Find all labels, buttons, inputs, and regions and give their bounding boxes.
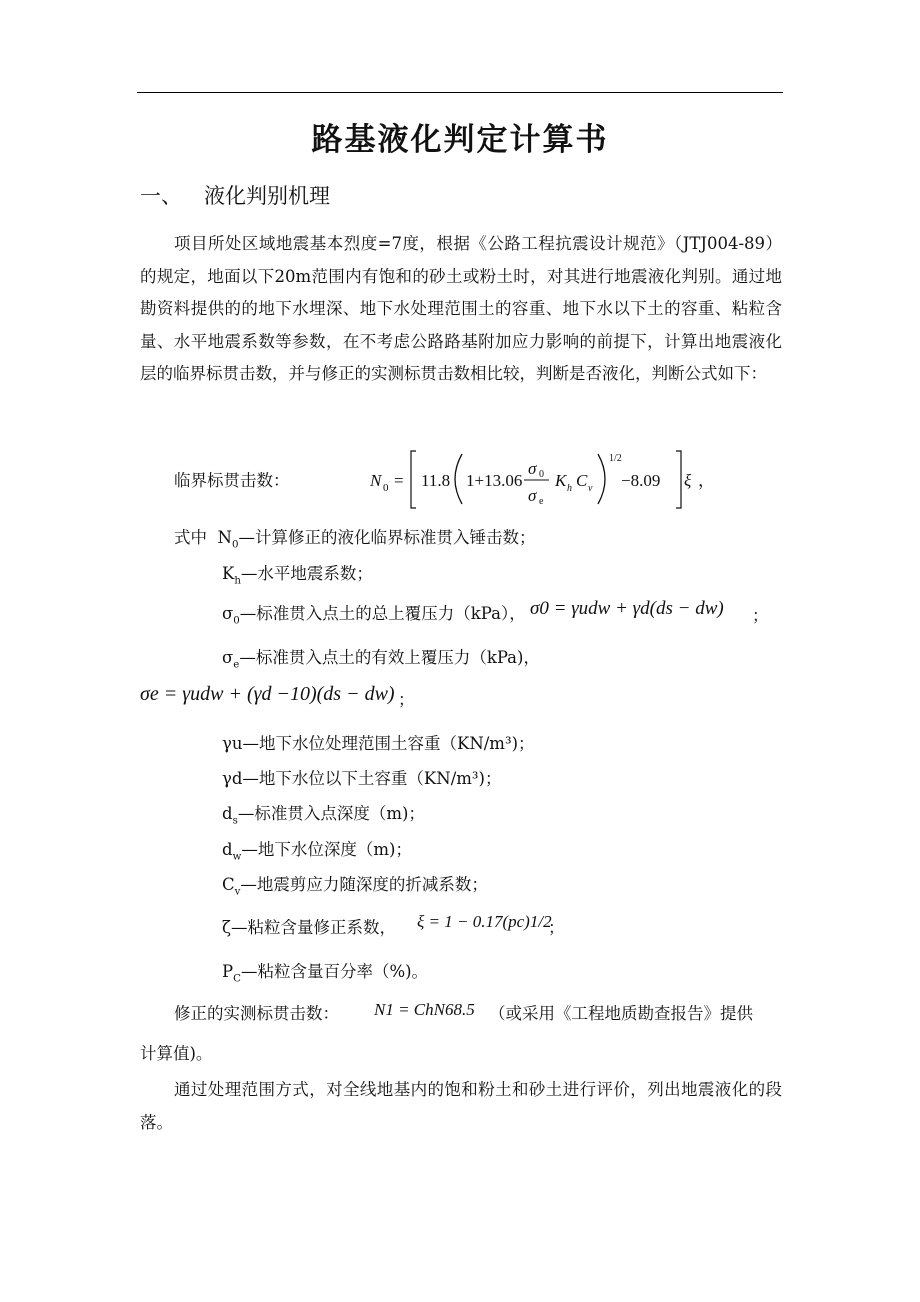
frac-den-sub: e	[539, 496, 544, 507]
sigma0-end: ；	[752, 606, 769, 625]
cv-text: —地震剪应力随深度的折减系数；	[240, 875, 488, 894]
pc-symbol: P	[222, 962, 234, 981]
dw-sub: w	[232, 851, 242, 863]
frac-num-sub: 0	[539, 469, 544, 480]
def-gamma-d: γd—地下水位以下土容重（KN/m³)；	[222, 769, 502, 788]
formula-c-sub: v	[588, 483, 593, 494]
def-kh	[222, 560, 373, 586]
formula-equals: =	[394, 471, 404, 490]
closing-paragraph	[140, 1074, 782, 1139]
formula-exp: 1/2	[609, 453, 622, 464]
dw-text: —地下水位深度（m)；	[241, 840, 412, 859]
zeta-formula: ξ = 1 − 0.17(pc)1/2	[417, 912, 552, 931]
def-n0	[174, 524, 535, 550]
header-rule	[137, 92, 783, 93]
formula-c1: 11.8	[421, 471, 451, 490]
frac-den: σ	[528, 486, 537, 505]
corrected-note-line2: 计算值)。	[140, 1044, 213, 1063]
right-paren	[598, 454, 605, 504]
formula-c: C	[576, 471, 588, 490]
se-text: —标准贯入点土的有效上覆压力（kPa)，	[239, 648, 540, 667]
s0-sub: 0	[233, 615, 240, 627]
ds-sub: s	[232, 815, 238, 827]
def-gamma-u: γu—地下水位处理范围土容重（KN/m³)；	[222, 734, 535, 753]
formula-minus: −8.09	[621, 471, 661, 490]
sigmae-formula: σe = γudw + (γd −10)(ds − dw)	[140, 683, 395, 705]
def-sigmae	[222, 644, 540, 670]
def-dw	[222, 836, 412, 862]
n0-sub: 0	[231, 539, 239, 551]
ds-text: —标准贯入点深度（m)；	[237, 804, 425, 823]
formula-end: ，	[698, 471, 715, 490]
cv-sub: v	[234, 886, 241, 898]
critical-label: 临界标贯击数：	[174, 471, 290, 490]
section-heading: 液化判别机理	[204, 184, 330, 208]
s0-text: —标准贯入点土的总上覆压力（kPa），	[239, 604, 526, 623]
kh-symbol: K	[222, 564, 235, 583]
corrected-label: 修正的实测标贯击数：	[174, 1004, 339, 1023]
kh-sub: h	[234, 575, 241, 587]
def-ds	[222, 800, 425, 826]
formula-c2: 1+13.06	[466, 471, 523, 490]
sigmae-end: ；	[398, 690, 415, 709]
corrected-formula: N1 = ChN68.5	[374, 1000, 475, 1019]
ds-symbol: d	[222, 804, 233, 823]
intro-paragraph	[140, 228, 782, 391]
pc-sub: C	[233, 973, 241, 985]
dw-symbol: d	[222, 840, 233, 859]
formula-k: K	[555, 471, 567, 490]
section-number: 一、	[140, 184, 182, 208]
intro-text: 项目所处区域地震基本烈度=7度，根据《公路工程抗震设计规范》（JTJ004-89）的规定，地面以下20m范围内有饱和的砂土或粉土时，对其进行地震液化判别。通过地勘资料提供的的地下水埋深、地下水处理范围土的容重、地下水以下土的容重、粘粒含量、水平地震系数等参数，在不考虑公路路基附加应力影响的前提下，计算出地震液化层的临界标贯击数，并与修正的实测标贯击数相比较，判断是否液化，判断公式如下：	[140, 234, 782, 384]
left-bracket	[411, 451, 416, 508]
zeta-end: ；	[548, 918, 565, 937]
frac-num: σ	[528, 459, 537, 478]
cv-symbol: C	[222, 875, 235, 894]
s0-symbol: σ	[222, 604, 234, 623]
def-pc	[222, 958, 428, 984]
right-bracket	[676, 451, 681, 508]
def-zeta: ζ—粘粒含量修正系数，	[222, 918, 396, 937]
critical-formula	[366, 446, 726, 512]
def-sigma0	[222, 600, 526, 626]
def-cv	[222, 871, 488, 897]
closing-text: 通过处理范围方式，对全线地基内的饱和粉土和砂土进行评价，列出地震液化的段落。	[140, 1080, 782, 1132]
formula-k-sub: h	[567, 483, 572, 494]
where-prefix: 式中	[174, 528, 207, 547]
sigma0-formula: σ0 = γudw + γd(ds − dw)	[530, 598, 724, 619]
se-symbol: σ	[222, 648, 234, 667]
se-sub: e	[233, 659, 240, 671]
page-title: 路基液化判定计算书	[311, 122, 609, 158]
left-paren	[455, 454, 462, 504]
formula-n: N	[370, 471, 382, 490]
corrected-note-line1: （或采用《工程地质勘查报告》提供	[489, 1004, 753, 1023]
formula-n-sub: 0	[383, 482, 389, 494]
n0-text: —计算修正的液化临界标准贯入锤击数；	[238, 528, 536, 547]
formula-xi: ξ	[684, 471, 692, 490]
pc-text: —粘粒含量百分率（%)。	[240, 962, 429, 981]
kh-text: —水平地震系数；	[240, 564, 373, 583]
n0-symbol: N	[217, 528, 232, 547]
